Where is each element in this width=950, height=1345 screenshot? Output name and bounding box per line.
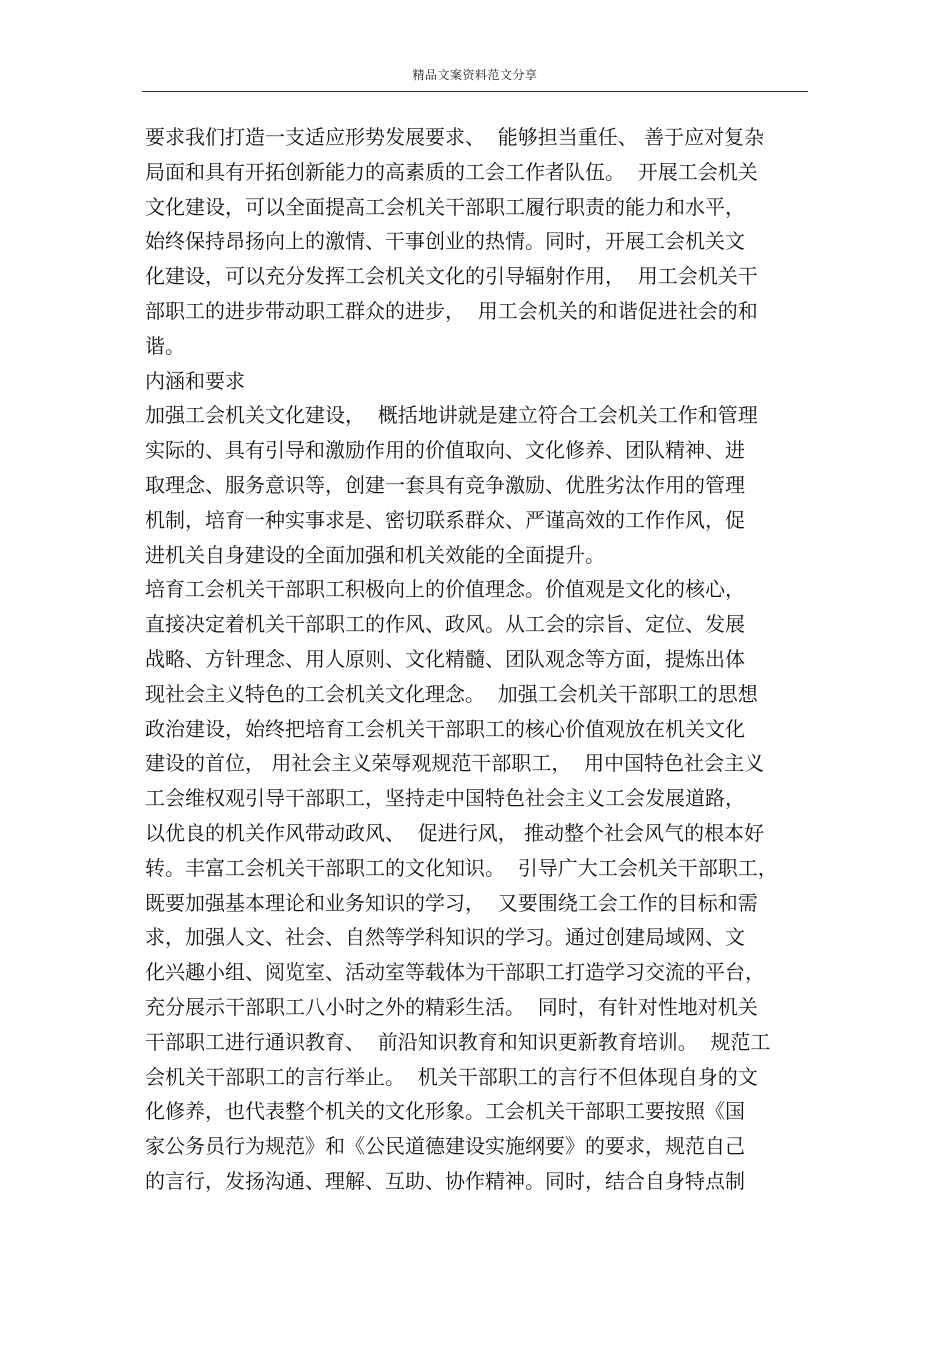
text-line: 既要加强基本理论和业务知识的学习， 又要围绕工会工作的目标和需 [145, 890, 758, 915]
text-line: 建设的首位， 用社会主义荣辱观规范干部职工， 用中国特色社会主义 [145, 751, 765, 776]
text-line: 充分展示干部职工八小时之外的精彩生活。 同时，有针对性地对机关 [145, 994, 758, 1019]
text-line: 现社会主义特色的工会机关文化理念。 加强工会机关干部职工的思想 [145, 681, 758, 706]
text-line: 化建设，可以充分发挥工会机关文化的引导辐射作用， 用工会机关干 [145, 264, 758, 289]
text-line: 化兴趣小组、阅览室、活动室等载体为干部职工打造学习交流的平台， [145, 960, 765, 985]
text-line: 始终保持昂扬向上的激情、干事创业的热情。同时，开展工会机关文 [145, 229, 745, 254]
text-line: 转。丰富工会机关干部职工的文化知识。 引导广大工会机关干部职工， [145, 855, 778, 880]
text-line: 部职工的进步带动职工群众的进步， 用工会机关的和谐促进社会的和 [145, 298, 758, 323]
text-line: 以优良的机关作风带动政风、 促进行风， 推动整个社会风气的根本好 [145, 820, 765, 845]
text-line: 求，加强人文、社会、自然等学科知识的学习。通过创建局域网、文 [145, 925, 745, 950]
text-line: 的言行，发扬沟通、理解、互助、协作精神。同时，结合自身特点制 [145, 1168, 745, 1193]
text-line: 会机关干部职工的言行举止。 机关干部职工的言行不但体现自身的文 [145, 1064, 758, 1089]
text-line: 局面和具有开拓创新能力的高素质的工会工作者队伍。 开展工会机关 [145, 159, 758, 184]
text-line: 要求我们打造一支适应形势发展要求、 能够担当重任、 善于应对复杂 [145, 125, 765, 149]
text-line: 实际的、具有引导和激励作用的价值取向、文化修养、团队精神、进 [145, 438, 745, 463]
text-line: 政治建设，始终把培育工会机关干部职工的核心价值观放在机关文化 [145, 716, 745, 741]
text-line: 工会维权观引导干部职工，坚持走中国特色社会主义工会发展道路， [145, 786, 745, 811]
text-line: 干部职工进行通识教育、 前沿知识教育和知识更新教育培训。 规范工 [145, 1029, 771, 1054]
text-line: 内涵和要求 [145, 368, 245, 393]
text-line: 培育工会机关干部职工积极向上的价值理念。价值观是文化的核心， [145, 577, 745, 602]
text-line: 取理念、服务意识等，创建一套具有竞争激励、优胜劣汰作用的管理 [145, 472, 745, 497]
text-line: 进机关自身建设的全面加强和机关效能的全面提升。 [145, 542, 605, 567]
text-line: 战略、方针理念、用人原则、文化精髓、团队观念等方面，提炼出体 [145, 646, 745, 671]
document-body [145, 120, 810, 1199]
text-line: 加强工会机关文化建设， 概括地讲就是建立符合工会机关工作和管理 [145, 403, 758, 428]
text-line: 谐。 [145, 333, 185, 358]
text-line: 文化建设，可以全面提高工会机关干部职工履行职责的能力和水平， [145, 194, 745, 219]
header-divider [142, 91, 808, 92]
text-line: 家公务员行为规范》和《公民道德建设实施纲要》的要求，规范自己 [145, 1134, 745, 1159]
page-header: 精品文案资料范文分享 [412, 68, 538, 82]
text-line: 直接决定着机关干部职工的作风、政风。从工会的宗旨、定位、发展 [145, 612, 745, 637]
text-line: 化修养，也代表整个机关的文化形象。工会机关干部职工要按照《国 [145, 1099, 745, 1124]
text-line: 机制，培育一种实事求是、密切联系群众、严谨高效的工作作风，促 [145, 507, 745, 532]
